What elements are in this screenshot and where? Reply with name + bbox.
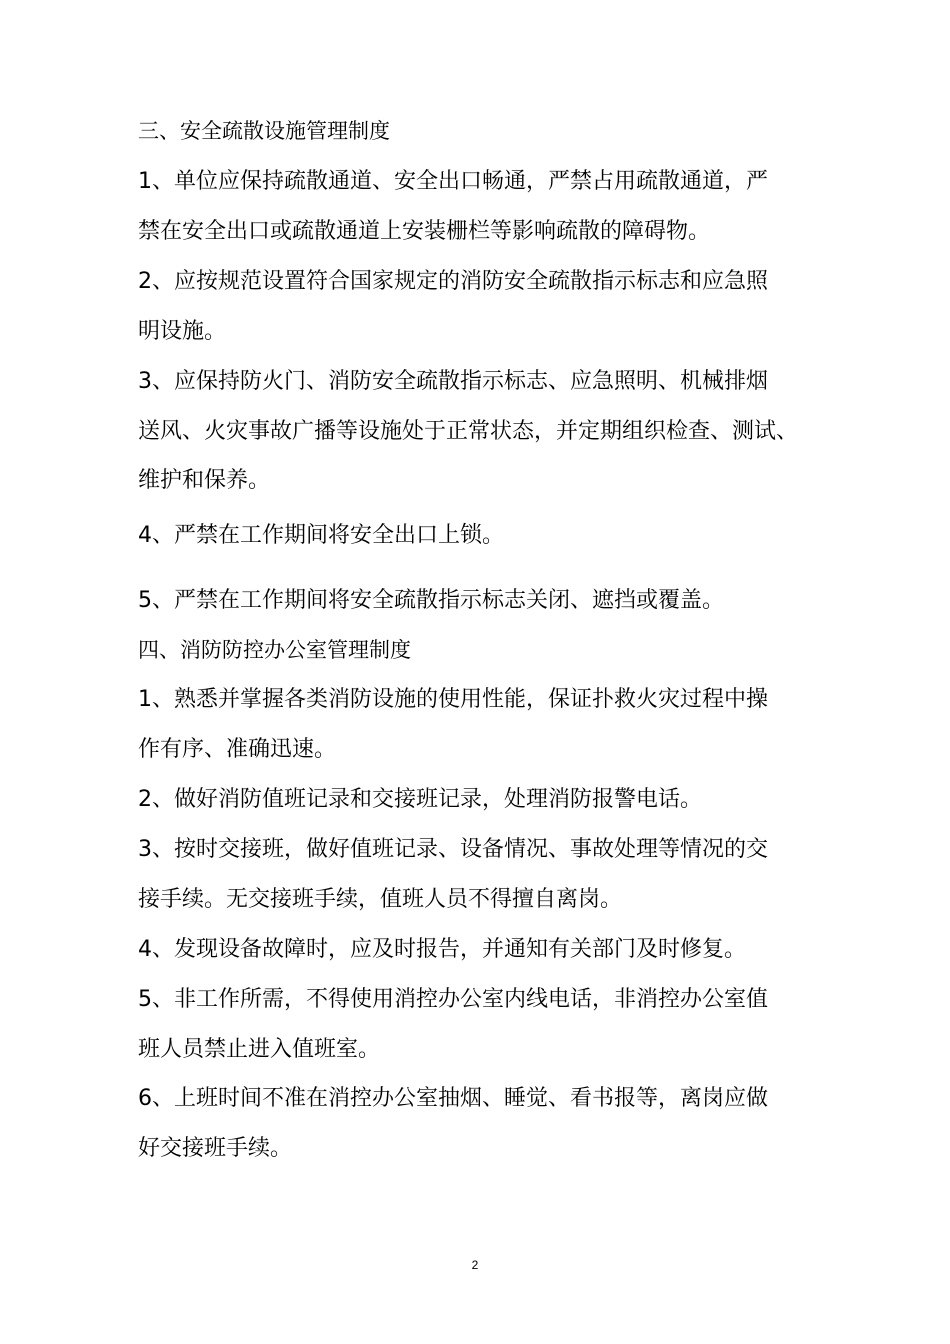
paragraph-line: 4、发现设备故障时，应及时报告，并通知有关部门及时修复。 — [138, 937, 746, 962]
paragraph-line: 明设施。 — [138, 319, 227, 344]
paragraph-line: 作有序、准确迅速。 — [138, 737, 337, 762]
paragraph-line: 2、做好消防值班记录和交接班记录，处理消防报警电话。 — [138, 787, 702, 812]
paragraph-line: 5、非工作所需，不得使用消控办公室内线电话，非消控办公室值 — [138, 987, 768, 1012]
paragraph-line: 接手续。无交接班手续，值班人员不得擅自离岗。 — [138, 887, 623, 912]
paragraph-line: 3、应保持防火门、消防安全疏散指示标志、应急照明、机械排烟 — [138, 369, 768, 394]
paragraph-line: 1、单位应保持疏散通道、安全出口畅通，严禁占用疏散通道，严 — [138, 169, 768, 194]
paragraph-line: 6、上班时间不准在消控办公室抽烟、睡觉、看书报等，离岗应做 — [138, 1086, 768, 1111]
paragraph-line: 3、按时交接班，做好值班记录、设备情况、事故处理等情况的交 — [138, 837, 768, 862]
section-heading: 三、安全疏散设施管理制度 — [138, 119, 390, 143]
paragraph-line: 2、应按规范设置符合国家规定的消防安全疏散指示标志和应急照 — [138, 269, 768, 294]
paragraph-line: 送风、火灾事故广播等设施处于正常状态，并定期组织检查、测试、 — [138, 419, 799, 444]
section-heading: 四、消防防控办公室管理制度 — [138, 638, 411, 662]
paragraph-line: 班人员禁止进入值班室。 — [138, 1037, 381, 1062]
paragraph-line: 1、熟悉并掌握各类消防设施的使用性能，保证扑救火灾过程中操 — [138, 687, 768, 712]
paragraph-line: 维护和保养。 — [138, 468, 271, 493]
paragraph-line: 4、严禁在工作期间将安全出口上锁。 — [138, 523, 504, 548]
page-number: 2 — [471, 1258, 479, 1272]
paragraph-line: 5、严禁在工作期间将安全疏散指示标志关闭、遮挡或覆盖。 — [138, 588, 724, 613]
paragraph-line: 禁在安全出口或疏散通道上安装栅栏等影响疏散的障碍物。 — [138, 219, 711, 244]
paragraph-line: 好交接班手续。 — [138, 1136, 293, 1161]
